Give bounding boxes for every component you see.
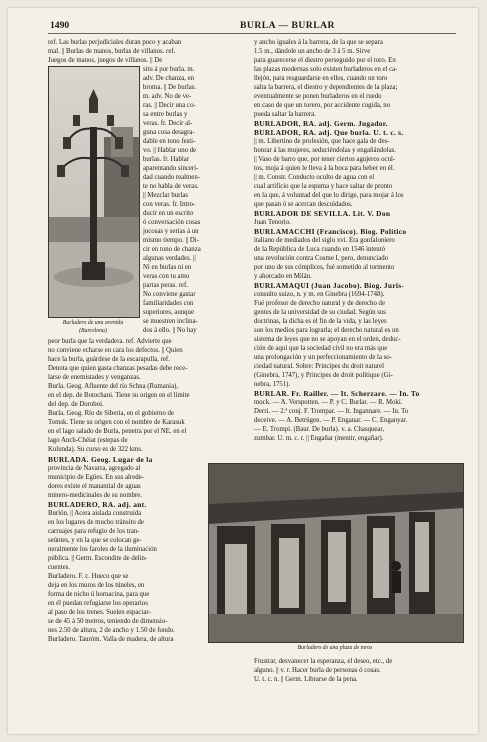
text-line: || Vaso de barro que, por tener ciertos agujeros ocul- [254, 156, 396, 163]
text-line: ó conversación cosas [143, 219, 201, 226]
text-line: ref. Las burlas perjudiciales duran poco y acaban [48, 39, 182, 46]
text-line: dable en tono festi- [143, 138, 196, 145]
text-line: y ahorcado en Milán. [254, 273, 312, 280]
text-line: eventualmente se ponen burladeros en el ruedo [254, 93, 382, 100]
text-line: m. adv. No de ve- [143, 93, 192, 100]
text-line: — E. Trompi. (Baur. De burla). v. a. Chasquear, [254, 426, 385, 433]
page-header [50, 20, 454, 34]
text-line: Ni en burlas ni en [143, 264, 192, 271]
text-line: sistema de leyes que no se apoyan en el orden, deduc- [254, 336, 401, 343]
text-line: de la República de Luca cuando en 1546 intentó [254, 246, 385, 253]
text-line: te no habla de veras. [143, 183, 199, 190]
text-line: salta la barrera, el diestro y dependientes de la plaza; [254, 84, 398, 91]
text-line: se muestren inclina- [143, 318, 198, 325]
text-line: italiano de mediados del siglo xvi. Era gonfaloniero [254, 237, 395, 244]
text-line: familiaridades con [143, 300, 194, 307]
text-line: vo. || Hablar uno de [143, 147, 197, 154]
left-column-bottom [48, 455, 190, 617]
entry-heading: BURLADOR, RA. adj. Que burla. U. t. c. s. [254, 128, 404, 137]
text-line: tos, moja á quien le lleva á la boca para beber en él. [254, 165, 395, 172]
text-line: para guarecerse el diestro perseguido por el toro. En [254, 57, 396, 64]
text-line: Juan Tenorio. [254, 219, 291, 226]
text-line: en la que, á voluntad del que lo dirige, para mojar á los [254, 192, 404, 199]
text-line: sa entre burlas y [143, 111, 188, 118]
text-line: larse de enemistades y venganzas. [48, 374, 141, 381]
text-line: cual artificio que la espuma y hace saltar de pronto [254, 183, 393, 190]
text-line: ras. || Decir una co- [143, 102, 196, 109]
text-line: 1.5 m., dándole un ancho de 3 á 5 m. Sirve [254, 48, 371, 55]
text-line: guna cosa desagra- [143, 129, 195, 136]
text-line: situ á por burla. m. [143, 66, 195, 73]
text-line: broma. || De burlas. [143, 84, 197, 91]
entry-heading: BURLAMACCHI (Francisco). Biog. Político [254, 227, 407, 236]
bullring-photo-caption: Burladero de una plaza de toros [297, 645, 373, 651]
text-line: superiores, aunque [143, 309, 194, 316]
text-line: llejón, para resguardarse en ellos, cuando un toro [254, 75, 388, 82]
entry-heading: BURLADA. Geog. Lugar de la [48, 455, 153, 464]
text-line: U. t. c. n. || Germ. Librarse de la pena. [254, 676, 358, 683]
text-line: gentes de la universidad de su ciudad. Según sus [254, 309, 386, 316]
text-line: doctrinas, la dicha es el fin de la vida, y las leyes [254, 318, 387, 325]
text-line: cuentes. [48, 564, 71, 571]
text-line: en caso de que un torero, por accidente cogida, no [254, 102, 391, 109]
text-line: pueda saltar la barrera. [254, 111, 316, 118]
text-line: dos á ello. || No hay [143, 327, 197, 334]
text-line: mock. — A. Verspotten. — P. y C. Burlar. — R. Moki. [254, 399, 403, 406]
page-number: 1490 [50, 20, 70, 31]
text-line: se de 45 á 50 metros, teniendo de dimensio- [48, 618, 168, 625]
street-lamp-illustration [49, 67, 139, 317]
text-line: nebra, 1751). [254, 381, 291, 388]
text-line: del dep. de Doroboi. [48, 401, 104, 408]
text-line: las plazas modernas solo existen burladeros en el ca- [254, 66, 398, 73]
text-line: adv. De chanza, en [143, 75, 195, 82]
text-line: mal. || Burlas de manos, burlas de villanos. ref. [48, 48, 176, 55]
text-line: Burladero. F. c. Hueco que se [48, 573, 129, 580]
text-line: dores existe el manantial de aguas [48, 483, 141, 490]
text-line: veras con tu amo [143, 273, 190, 280]
text-line: Derri. — 2.ª conj. F. Trompar. — It. Ingannare. — In. To [254, 408, 409, 415]
text-line: por uno de sus cómplices, fué sometido al tormento [254, 264, 395, 271]
text-line: en él puedan refugiarse los operarios [48, 600, 148, 607]
text-line: hace la burla, guárdese de la escarapulla. ref. [48, 356, 170, 363]
text-line: forma de nicho ú hornacina, para que [48, 591, 150, 598]
text-line: aparentando sinceri- [143, 165, 199, 172]
text-line: deja en los muros de los túneles, en [48, 582, 145, 589]
text-line: Frustrar, desvanecer la esperanza, el deseo, etc., de [254, 658, 393, 665]
text-line: no conviene echarse en cara los defectos. || Quien [48, 347, 183, 354]
text-line: ción de aquí que la sociedad civil no era más que [254, 345, 388, 352]
text-line: Kulunda). Su curso es de 322 kms. [48, 446, 143, 453]
text-line: y ancho iguales á la barrera, de la que se separa [254, 39, 383, 46]
text-line: mismo tiempo. || Di- [143, 237, 199, 244]
right-column-footer [254, 657, 460, 684]
text-line: pública. || Germ. Escondite de delin- [48, 555, 148, 562]
text-line: seúntes, y en la que se colocan ge- [48, 537, 142, 544]
text-line: minero-medicinales de su nombre. [48, 492, 142, 499]
text-line: en los lugares de mucho tránsito de [48, 519, 144, 526]
text-line: ducir en un escrito [143, 210, 194, 217]
text-line: burlas. fr. Hablar [143, 156, 190, 163]
text-line: provincia de Navarra, agregado al [48, 465, 141, 472]
left-column-rest [48, 337, 244, 454]
text-line: algunas verdades. || [143, 255, 196, 262]
text-line: partas peras. ref. [143, 282, 188, 289]
text-line: son los medios para lograrla; el derecho natural es un [254, 327, 399, 334]
entry-heading: BURLAMAQUI (Juan Jacobo). Biog. Juris- [254, 281, 405, 290]
text-line: Burladero. Tauróm. Valla de madera, de altura [48, 636, 174, 643]
text-line: que pasan ó se acercan descuidados. [254, 201, 353, 208]
text-line: una revolución contra Cosme I, pero, denunciado [254, 255, 389, 262]
entry-heading: BURLADERO, RA. adj. ant. [48, 500, 147, 509]
text-line: al paso de los trenes. Suelen espaciar- [48, 609, 151, 616]
text-line: ciedad natural. Sobre: Principes du droit naturel [254, 363, 385, 370]
running-title: BURLA — BURLAR [240, 20, 335, 31]
text-line: Fué profesor de derecho natural y de derecho de [254, 300, 385, 307]
text-line: nes 2.50 de altura, 2 de ancho y 1.50 de fondo. [48, 627, 175, 634]
text-line: No conviene gastar [143, 291, 196, 298]
text-line: peor burla que la verdadera. ref. Advierte que [48, 338, 172, 345]
text-line: en el dep. de Botochani. Tiene su origen en el límite [48, 392, 190, 399]
text-line: carruajes para refugio de los tran- [48, 528, 140, 535]
entry-heading: BURLADOR, RA. adj. Germ. Jugador. [254, 119, 388, 128]
text-line: consulto suizo, n. y m. en Ginebra (1694-1748). [254, 291, 385, 298]
text-line: alguno. || v. r. Hacer burla de personas ó cosas. [254, 667, 381, 674]
text-line: veras. fr. Decir al- [143, 120, 193, 127]
text-line: lago Anch-Chéiat (estepas de [48, 437, 128, 444]
text-line: Burla. Geog. Río de Siberia, en el gobierno de [48, 410, 174, 417]
text-line: deceive. — A. Betrügen. — P. Enganar. — C. Enganyar. [254, 417, 408, 424]
street-lamp-photo [48, 66, 140, 318]
street-photo-caption: Burladero de una avenida (Barcelona) [62, 320, 124, 334]
left-column-wrap [143, 65, 244, 335]
text-line: Burla. Geog. Afluente del río Schna (Rumania), [48, 383, 179, 390]
text-line: una prolongación y un perfeccionamiento de la so- [254, 354, 392, 361]
entry-heading: BURLADOR DE SEVILLA. Lit. V. Don [254, 209, 391, 218]
text-line: Tomsk. Tiene su origen con el nombre de Karasuk [48, 419, 185, 426]
text-line: en el lago salado de Burla, penetra por el NE. en el [48, 428, 187, 435]
dictionary-page [8, 8, 478, 734]
left-column-top [48, 38, 244, 65]
text-line: municipio de Egües. En sus alrede- [48, 474, 144, 481]
text-line: || m. Libertino de profesión, que hace gala de des- [254, 138, 390, 145]
entry-heading: BURLAR. Fr. Railler. — It. Scherzare. — In. To [254, 389, 420, 398]
text-line: Juegos de manos, juegos de villanos. || De [48, 57, 163, 64]
text-line: Burlón. || Acera aislada construida [48, 510, 142, 517]
text-line: || m. Constr. Conducto oculto de agua con el [254, 174, 375, 181]
text-line: zumbar. U. m. c. r. || Engañar (mentir, engañar). [254, 435, 384, 442]
text-line: dad cuando realmen- [143, 174, 200, 181]
text-line: cir en tono de chanza [143, 246, 201, 253]
text-line: (Ginebra, 1747), y Principes de droit politique (Gi- [254, 372, 393, 379]
header-rule [48, 33, 456, 34]
text-line: con veras. fr. Intro- [143, 201, 196, 208]
right-column [254, 38, 460, 443]
text-line: || Mezclar burlas [143, 192, 188, 199]
text-line: honrar á las mujeres, seduciéndolas y engañándolas. [254, 147, 396, 154]
text-line: Denota que quien gasta chanzas pesadas debe rece- [48, 365, 188, 372]
bullring-illustration [209, 464, 463, 642]
bullring-photo [208, 463, 464, 643]
text-line: neralmente los faroles de la iluminación [48, 546, 157, 553]
text-line: jocosas y serias á un [143, 228, 199, 235]
